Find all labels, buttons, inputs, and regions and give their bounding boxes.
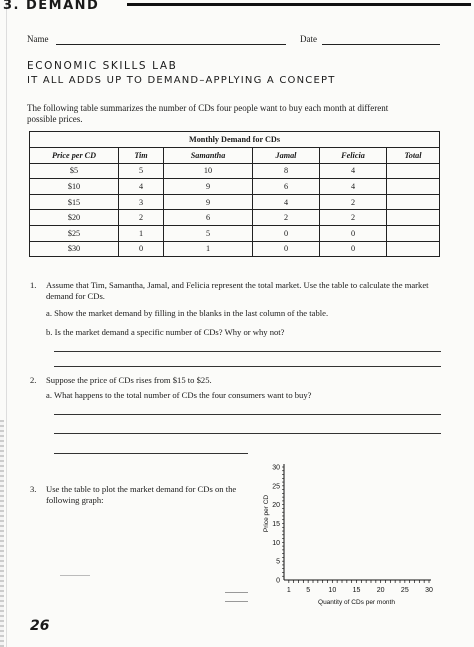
demand-graph[interactable]: [240, 455, 450, 615]
cell-tim: 2: [119, 210, 164, 226]
date-field[interactable]: [322, 44, 440, 45]
cell-tim: 4: [119, 179, 164, 195]
table-header-samantha: Samantha: [164, 148, 253, 164]
table-row: [30, 163, 440, 179]
lab-subtitle: IT ALL ADDS UP TO DEMAND–APPLYING A CONCEPT: [27, 75, 336, 86]
cell-price: $20: [30, 210, 119, 226]
cell-samantha: 10: [164, 163, 253, 179]
cell-total[interactable]: [387, 194, 440, 210]
table-row: [30, 194, 440, 210]
answer-line[interactable]: [54, 453, 248, 454]
answer-line[interactable]: [54, 351, 441, 352]
page-number: 26: [30, 618, 50, 634]
y-tick-label: 30: [272, 464, 280, 472]
cell-jamal: 4: [253, 194, 320, 210]
x-tick-label: 10: [328, 587, 337, 594]
question-3-text: Use the table to plot the market demand for CDs on the following graph:: [46, 484, 237, 505]
y-tick-label: 5: [276, 558, 280, 566]
cell-jamal: 2: [253, 210, 320, 226]
y-tick-label: 10: [272, 539, 280, 547]
intro-paragraph: The following table summarizes the number of CDs four people want to buy each month at different possible prices.: [27, 103, 389, 124]
name-label: Name: [27, 34, 49, 44]
cell-price: $5: [30, 163, 119, 179]
cell-total[interactable]: [387, 179, 440, 195]
name-field[interactable]: [56, 44, 286, 45]
table-header-jamal: Jamal: [253, 148, 320, 164]
lab-title: ECONOMIC SKILLS LAB: [27, 60, 178, 72]
cell-price: $30: [30, 241, 119, 257]
question-1-text: Assume that Tim, Samantha, Jamal, and Felicia represent the total market. Use the table to calculate the market demand for CDs.: [46, 280, 429, 301]
table-caption: Monthly Demand for CDs: [30, 132, 440, 148]
cell-felicia: 2: [320, 194, 387, 210]
question-1b-text: b. Is the market demand a specific number of CDs? Why or why not?: [46, 327, 285, 337]
cell-tim: 1: [119, 225, 164, 241]
table-row: [30, 241, 440, 257]
header-rule: [127, 3, 471, 6]
cell-samantha: 5: [164, 225, 253, 241]
table-row: [30, 225, 440, 241]
chapter-title: 3. DEMAND: [3, 0, 100, 13]
answer-line[interactable]: [54, 414, 441, 415]
cell-total[interactable]: [387, 163, 440, 179]
bleed-line: [60, 575, 90, 576]
x-tick-label: 30: [425, 587, 433, 594]
cell-samantha: 9: [164, 194, 253, 210]
question-2-text: Suppose the price of CDs rises from $15 to $25.: [46, 375, 212, 385]
x-tick-label: 25: [400, 587, 409, 594]
x-tick-label: 15: [352, 587, 361, 594]
cell-jamal: 0: [253, 225, 320, 241]
cell-felicia: 0: [320, 225, 387, 241]
cell-samantha: 6: [164, 210, 253, 226]
table-row: [30, 179, 440, 195]
cell-total[interactable]: [387, 210, 440, 226]
cell-tim: 5: [119, 163, 164, 179]
x-tick-label: 1: [286, 587, 291, 594]
binding-rule: [6, 0, 7, 647]
question-2a-text: a. What happens to the total number of CDs the four consumers want to buy?: [46, 390, 312, 400]
cell-felicia: 4: [320, 179, 387, 195]
binding-edge: [0, 420, 4, 647]
cell-jamal: 0: [253, 241, 320, 257]
table-header-price: Price per CD: [30, 148, 119, 164]
x-axis-label: Quantity of CDs per month: [318, 599, 395, 606]
question-3-number: 3.: [30, 484, 37, 494]
demand-table: [29, 131, 440, 257]
cell-price: $15: [30, 194, 119, 210]
cell-jamal: 8: [253, 163, 320, 179]
cell-samantha: 9: [164, 179, 253, 195]
y-tick-label: 20: [272, 502, 280, 510]
cell-tim: 3: [119, 194, 164, 210]
cell-felicia: 2: [320, 210, 387, 226]
y-tick-label: 0: [276, 577, 280, 585]
cell-total[interactable]: [387, 225, 440, 241]
answer-line[interactable]: [54, 433, 441, 434]
cell-samantha: 1: [164, 241, 253, 257]
x-tick-label: 5: [306, 587, 311, 594]
question-1-number: 1.: [30, 280, 37, 290]
cell-felicia: 0: [320, 241, 387, 257]
table-row: [30, 210, 440, 226]
question-1a-text: a. Show the market demand by filling in the blanks in the last column of the table.: [46, 308, 329, 318]
y-tick-label: 25: [272, 483, 280, 491]
cell-jamal: 6: [253, 179, 320, 195]
answer-line[interactable]: [54, 366, 441, 367]
y-tick-label: 15: [272, 521, 280, 528]
cell-price: $25: [30, 225, 119, 241]
question-2-number: 2.: [30, 375, 37, 385]
cell-total[interactable]: [387, 241, 440, 257]
date-label: Date: [300, 34, 317, 44]
x-tick-label: 20: [376, 587, 385, 594]
cell-felicia: 4: [320, 163, 387, 179]
cell-price: $10: [30, 179, 119, 195]
y-axis-label: Price per CD: [263, 494, 270, 533]
cell-tim: 0: [119, 241, 164, 257]
table-header-tim: Tim: [119, 148, 164, 164]
table-header-felicia: Felicia: [320, 148, 387, 164]
table-header-total: Total: [387, 148, 440, 164]
